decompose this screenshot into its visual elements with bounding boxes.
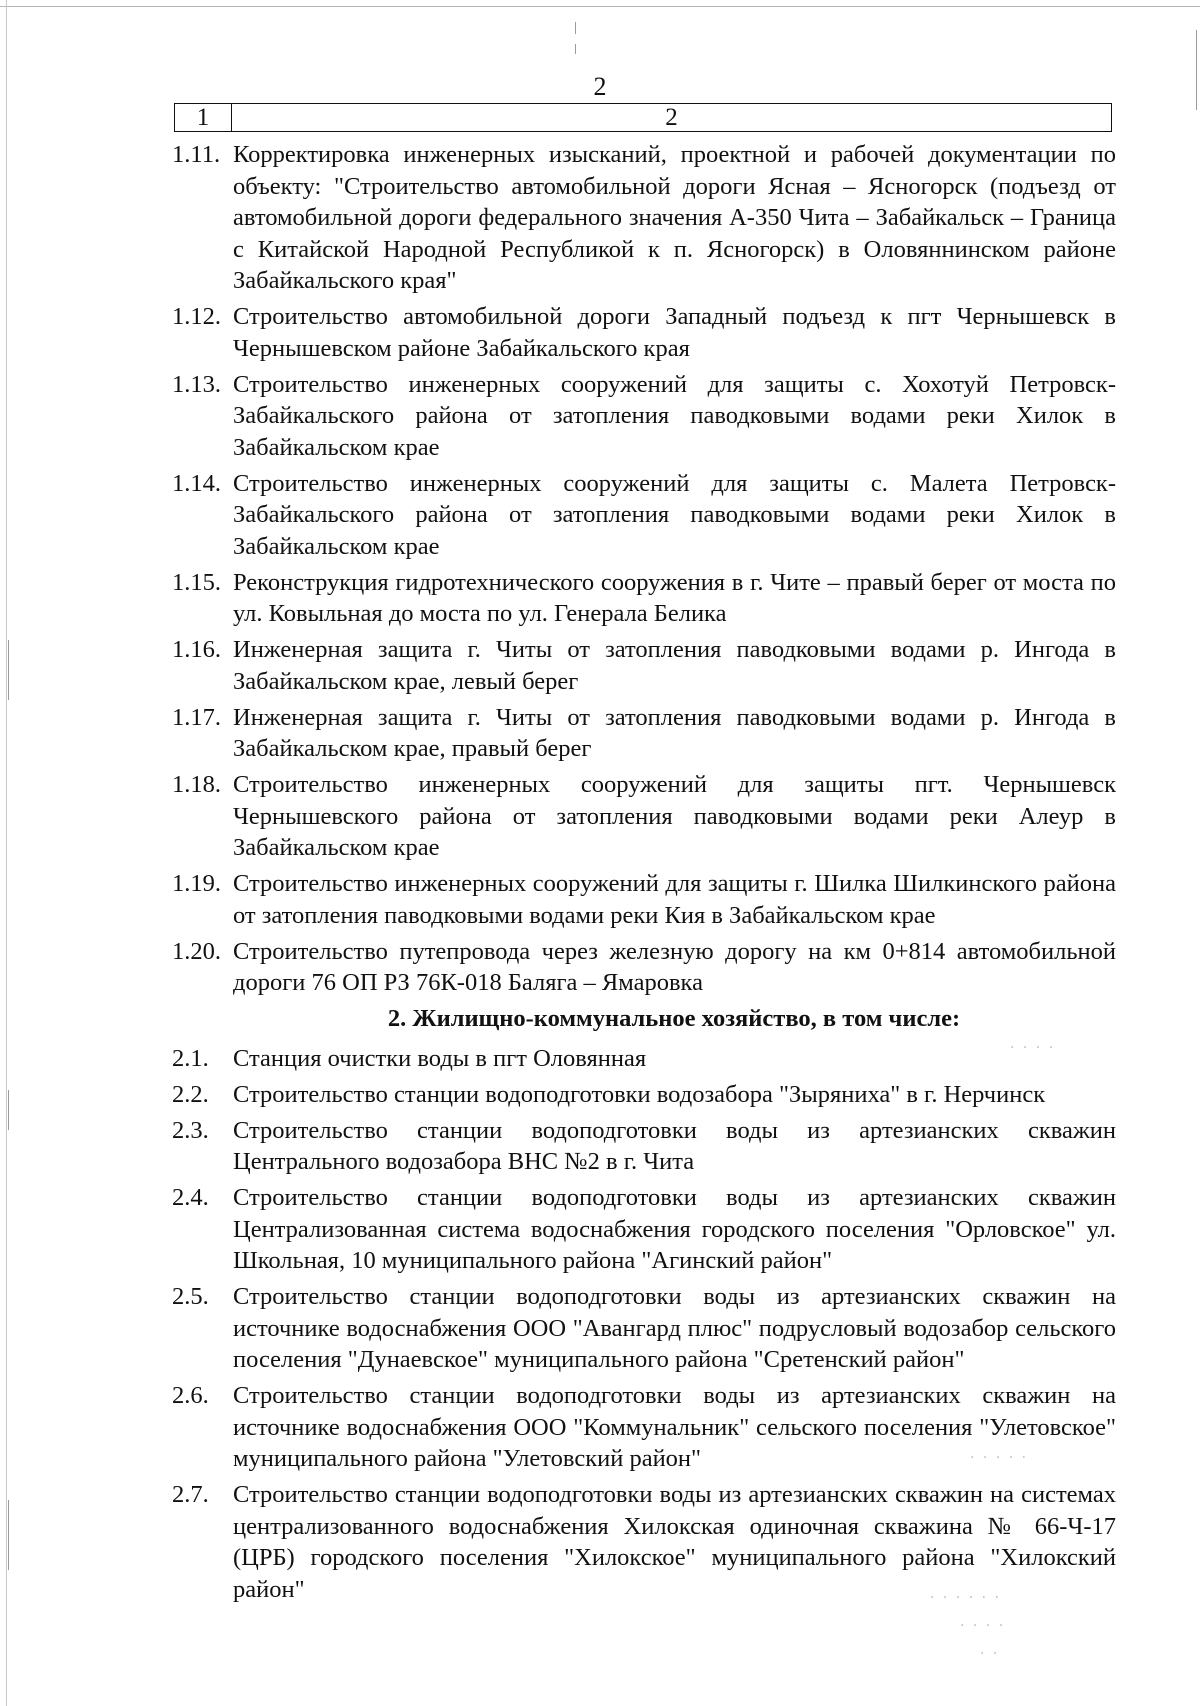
list-item — [172, 1479, 1116, 1605]
item-text: Строительство станции водоподготовки воды из артезианских скважин на системах централизованного водоснабжения Хилокская одиночная скважина № 66-Ч-17 (ЦРБ) городского поселения "Хилокское" муниципального района "Хилокский район" — [233, 1481, 1116, 1603]
scan-noise: · · · · · — [970, 1450, 1029, 1466]
list-item — [172, 301, 1116, 364]
list-item — [172, 567, 1116, 630]
item-number: 1.12. — [172, 303, 221, 330]
item-text: Строительство станции водоподготовки воды из артезианских скважин Централизованная система водоснабжения городского поселения "Орловское" ул. Школьная, 10 муниципального района "Агинский район" — [233, 1184, 1116, 1274]
list-item — [172, 369, 1116, 464]
section-2-list — [172, 1043, 1116, 1606]
list-item — [172, 1043, 1116, 1075]
list-item — [172, 139, 1116, 297]
scan-noise: · · · · — [1010, 1040, 1056, 1056]
item-text: Строительство станции водоподготовки водозабора "Зыряниха" в г. Нерчинск — [233, 1080, 1046, 1108]
list-item — [172, 1079, 1116, 1111]
list-item — [172, 868, 1116, 931]
scan-mark — [575, 22, 576, 34]
item-number: 2.3. — [172, 1116, 209, 1144]
section-1-list — [172, 139, 1116, 999]
item-text: Реконструкция гидротехнического сооружения в г. Чите – правый берег от моста по ул. Ковыльная до моста по ул. Генерала Белика — [233, 568, 1116, 627]
scan-edge-top — [0, 6, 1200, 7]
list-item — [172, 634, 1116, 697]
item-text: Корректировка инженерных изысканий, проектной и рабочей документации по объекту: "Строительство автомобильной дороги Ясная – Ясногорск (подъезд от автомобильной дороги федерального значения А-350 Чита – Забайкальск – Граница с Китайской Народной Республикой к п. Ясногорск) в Оловяннинском районе Забайкальского края" — [233, 141, 1116, 294]
item-number: 2.7. — [172, 1481, 209, 1508]
scan-edge-left — [6, 0, 7, 1706]
item-number: 1.20. — [172, 937, 221, 965]
item-text: Строительство автомобильной дороги Западный подъезд к пгт Чернышевск в Чернышевском районе Забайкальского края — [233, 303, 1116, 362]
section-2-heading: 2. Жилищно-коммунальное хозяйство, в том числе: — [387, 1005, 961, 1032]
item-number: 1.17. — [172, 703, 221, 731]
list-item — [172, 468, 1116, 563]
scan-mark — [575, 44, 576, 54]
document-content — [172, 139, 1116, 1610]
item-number: 1.13. — [172, 370, 221, 398]
item-number: 2.5. — [172, 1283, 209, 1310]
scan-mark — [8, 640, 9, 700]
scan-mark — [8, 1090, 9, 1130]
item-number: 1.16. — [172, 636, 221, 663]
item-number: 2.1. — [172, 1044, 209, 1072]
item-text: Строительство путепровода через железную дорогу на км 0+814 автомобильной дороги 76 ОП РЗ 76К-018 Баляга – Ямаровка — [233, 937, 1116, 996]
item-text: Инженерная защита г. Читы от затопления паводковыми водами р. Ингода в Забайкальском крае, правый берег — [233, 703, 1116, 762]
scan-noise: · · — [980, 1646, 1000, 1662]
scan-noise: · · · · · · — [930, 1590, 1001, 1606]
item-text: Строительство инженерных сооружений для защиты с. Малета Петровск- Забайкальского района от затопления паводковыми водами реки Хилок в Забайкальском крае — [233, 469, 1116, 560]
item-number: 2.6. — [172, 1382, 209, 1409]
item-text: Строительство инженерных сооружений для защиты пгт. Чернышевск Чернышевского района от затопления паводковыми водами реки Алеур в Забайкальском крае — [233, 771, 1116, 861]
item-number: 2.2. — [172, 1080, 209, 1108]
item-text: Строительство инженерных сооружений для защиты с. Хохотуй Петровск-Забайкальского района от затопления паводковыми водами реки Хилок в Забайкальском крае — [233, 370, 1116, 461]
item-text: Станция очистки воды в пгт Оловянная — [233, 1044, 647, 1072]
item-number: 1.15. — [172, 568, 221, 596]
item-number: 1.11. — [172, 141, 221, 168]
item-text: Инженерная защита г. Читы от затопления паводковыми водами р. Ингода в Забайкальском крае, левый берег — [233, 636, 1116, 695]
item-text: Строительство станции водоподготовки воды из артезианских скважин на источнике водоснабжения ООО "Авангард плюс" подрусловый водозабор сельского поселения "Дунаевское" муниципального района "Сретенский район" — [233, 1283, 1116, 1373]
item-number: 2.4. — [172, 1184, 209, 1211]
page-number: 2 — [593, 72, 607, 101]
list-item — [172, 1115, 1116, 1178]
list-item — [172, 769, 1116, 864]
item-number: 1.19. — [172, 870, 221, 897]
list-item — [172, 1380, 1116, 1475]
item-number: 1.18. — [172, 771, 221, 798]
item-text: Строительство станции водоподготовки воды из артезианских скважин Центрального водозабора ВНС №2 в г. Чита — [233, 1116, 1116, 1175]
item-text: Строительство инженерных сооружений для защиты г. Шилка Шилкинского района от затопления паводковыми водами реки Кия в Забайкальском крае — [233, 870, 1116, 929]
scan-noise: · · · · — [960, 1618, 1006, 1634]
column-header-row — [174, 103, 1112, 132]
column-header-2: 2 — [665, 104, 678, 131]
list-item — [172, 936, 1116, 999]
scan-mark — [8, 1500, 9, 1570]
list-item — [172, 1182, 1116, 1277]
column-header-1: 1 — [175, 104, 232, 131]
list-item — [172, 702, 1116, 765]
item-number: 1.14. — [172, 469, 221, 497]
item-text: Строительство станции водоподготовки воды из артезианских скважин на источнике водоснабжения ООО "Коммунальник" сельского поселения "Улетовское" муниципального района "Улетовский район" — [233, 1382, 1116, 1472]
list-item — [172, 1281, 1116, 1376]
